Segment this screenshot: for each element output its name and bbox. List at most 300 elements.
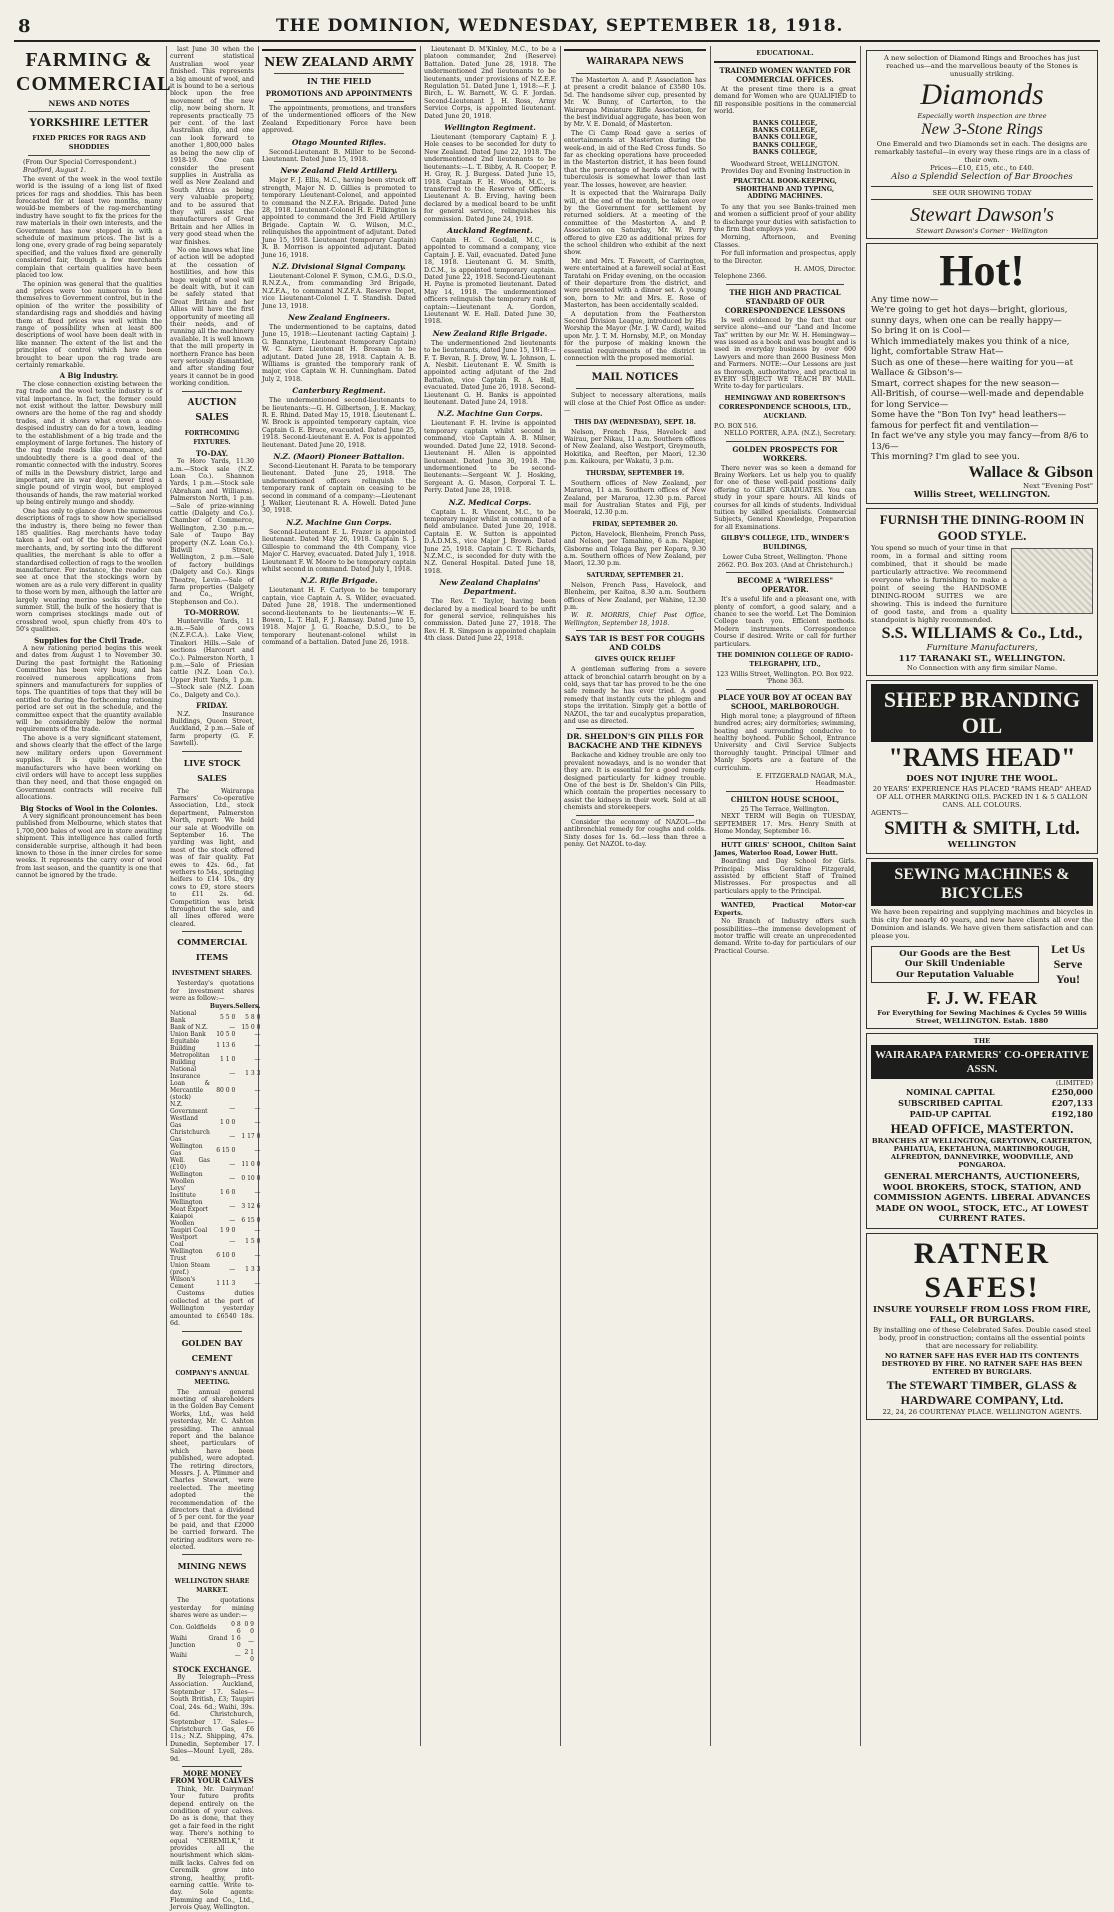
table-cell: Well. Gas (£10)	[170, 1157, 210, 1172]
table-row	[170, 1157, 260, 1171]
table-cell: Union Bank	[170, 1031, 206, 1039]
paragraph: Hunterville Yards, 11 a.m.—Sale of cows (N.Z.F.C.A.). Lake View, Tinakori Hills.—Sale of sections (Harcourt and Co.). Palmerston North, 1 p.m.—Sale of Friesian cattle (N.Z. Loan Co.). Upper Hutt Yards, 1 p.m.—Stock sale (N.Z. Loan Co., Dalgety and Co.).	[170, 617, 254, 699]
paragraph: Mr. and Mrs. T. Fawcett, of Carrington, were entertained at a farewell social at East Taratahi on Friday evening, on the occasion of their departure from the district, and were presented with a dinner set. A young son, born to Mr. and Mrs. E. Rose of Masterton, has been accidentally scalded.	[564, 257, 706, 310]
table-cell: —	[229, 1160, 236, 1168]
table-cell: —	[254, 1041, 261, 1049]
paragraph: Provides Day and Evening Instruction in	[721, 168, 851, 176]
table-row	[170, 1234, 260, 1248]
ad-tagline: DOES NOT INJURE THE WOOL.	[906, 774, 1058, 784]
unit-heading: Auckland Regiment.	[447, 225, 533, 235]
table-row	[170, 1129, 260, 1143]
list-item: BANKS COLLEGE,	[752, 134, 818, 142]
table-row	[170, 1031, 260, 1038]
list-item: ADDING MACHINES.	[747, 193, 823, 201]
ad-line: This morning? I'm glad to see you.	[871, 452, 1020, 462]
divider	[714, 61, 856, 63]
calves-title: MORE MONEY FROM YOUR CALVES	[170, 1768, 254, 1786]
table-cell: Wilson's Cement	[170, 1276, 196, 1291]
ad-body	[871, 942, 1093, 987]
paragraph: Yesterday's quotations for investment shares were as follow:—	[170, 980, 254, 1003]
ad-title: BECOME A "WIRELESS" OPERATOR.	[736, 576, 834, 595]
paragraph: The above is a very significant statement, and shows clearly that the effect of the large new military orders upon Government supplies. It is quite evident the manufacturers who have been working on civil orders will have to accept less supplies than they need, and that those engaged on Government contracts will receive full allocations.	[16, 734, 162, 802]
dateline: Bradford, August 1.	[23, 167, 87, 175]
paragraph: Subject to necessary alterations, mails will close at the Chief Post Office as under:—	[564, 392, 706, 415]
table-cell: —	[254, 1251, 261, 1259]
ad-text: THE	[973, 1037, 991, 1045]
ad-title: PLACE YOUR BOY AT OCEAN BAY SCHOOL, MARLBOROUGH.	[718, 692, 852, 711]
table-cell: 1 3 3	[245, 1069, 261, 1077]
furniture-ad	[866, 508, 1098, 676]
ad-firm: The STEWART TIMBER, GLASS & HARDWARE COMPANY, Ltd.	[886, 1377, 1078, 1407]
ad-text: By installing one of these Celebrated Safes. Double cased steel body, proof in construction; contains all the essential points that are necessary for reliability.	[873, 1325, 1091, 1350]
divider	[262, 49, 416, 51]
wairarapa-heading: WAIRARAPA NEWS	[586, 57, 684, 67]
table-cell: 0 10 0	[241, 1174, 261, 1182]
unit-heading: New Zealand Chaplains' Department.	[439, 578, 541, 597]
table-cell: Equitable Building	[170, 1038, 200, 1053]
paragraph: Consider the economy of NAZOL—the antibronchial remedy for coughs and colds. Sixty doses for 1s. 6d.—less than three a penny. Get NAZOL to-day.	[564, 818, 706, 848]
banks-address: Woodward Street, WELLINGTON.	[730, 160, 840, 168]
auction-day: FRIDAY.	[196, 701, 228, 711]
table-cell: —	[229, 1069, 236, 1077]
ad-line: All-British, of course—well-made and dependable for long Service—	[871, 389, 1084, 410]
auction-title: AUCTION SALES	[187, 397, 237, 423]
paragraph: High moral tone; a playground of fifteen hundred acres; airy dormitories; swimming, boating and surrounding conducive to healthy boyhood. Public School, Entrance University and Civil Service Subjects thoroughly taught. Principal Ullmer and Manly Sports are a feature of the curriculum.	[714, 712, 856, 772]
paragraph: Lieutenant-Colonel F. Symon, C.M.G., D.S.O., R.N.Z.A., from commanding 3rd Brigade, N.Z.F.A., to command N.Z.F.A. Reserve Depot, vice Lieutenant-Colonel I. T. Standish. Dated June 13, 1918.	[262, 272, 416, 310]
table-cell: 80 0 0	[216, 1087, 236, 1095]
table-header: Sellers.	[235, 1003, 261, 1011]
divider	[182, 391, 242, 392]
table-cell: —	[229, 1024, 236, 1032]
ad-line: Such as one of these—here waiting for you—at Wallace & Gibson's—	[871, 357, 1073, 378]
ad-text: We have been repairing and supplying machines and bicycles in this city for nearly 40 years, and new have clients all over the Dominion and islands. We have given them satisfaction and can please you.	[871, 908, 1093, 940]
ad-secretary: NELLO PORTER, A.P.A. (N.Z.), Secretary.	[724, 430, 856, 438]
unit-heading: New Zealand Engineers.	[288, 312, 390, 322]
table-cell: —	[229, 1202, 236, 1210]
auction-day: TO-DAY.	[195, 448, 229, 458]
table-cell: 10 5 0	[216, 1031, 236, 1039]
ad-head-office: HEAD OFFICE, MASTERTON.	[890, 1121, 1074, 1136]
paragraph: The Rev. T. Taylor, having been declared by a medical board to be unfit for general service, relinquishes his commission. Dated June 27, 1918. The Rev. H. R. Simpson is appointed chaplain 4th class. Dated June 22, 1918.	[424, 598, 556, 643]
paragraph: A gentleman suffering from a severe attack of bronchial catarrh brought on by a cold, says that tar has proved to be the one safe remedy he has ever tried. A good remedy that instantly cuts the phlegm and stops the irritation. Simply get a bottle of NAZOL, the tar and eucalyptus preparation, and use as directed.	[564, 666, 706, 726]
sewing-ad	[866, 858, 1098, 1029]
paragraph: Lieutenant D. M'Kinley, M.C., to be a platoon commander, 2nd (Reserve) Battalion. Dated June 28, 1918. The undermentioned 2nd lieutenants to be lieutenants, under provisions of N.Z.E.F. Regulation 51. Dated June 1, 1918:—F. J. Birch, L. W. Barnett, W. G. F. Jordan. Second-Lieutenant J. H. Ross, Army Service Corps, is appointed lieutenant. Dated June 20, 1918.	[424, 46, 556, 120]
ad-title: WAIRARAPA FARMERS' CO-OPERATIVE ASSN.	[871, 1045, 1093, 1079]
paragraph: Major F. J. Ellis, M.C., having been struck off strength, Major N. D. Gillies is promoted to temporary Lieutenant-Colonel, and appointed to command the N.Z.F.A. Brigade. Dated June 28, 1918. Lieutenant-Colonel H. E. Pilkington is appointed to command the 3rd Field Artillery Brigade. Captain W. G. Wilson, M.C., relinquishes the appointment of adjutant. Dated June 15, 1918. Lieutenant (temporary Captain) R. B. Morrison is appointed adjutant. Dated June 16, 1918.	[262, 177, 416, 259]
capital-table	[871, 1087, 1093, 1120]
ad-title: TRAINED WOMEN WANTED FOR COMMERCIAL OFFICES.	[719, 66, 851, 84]
list-item: BANKS COLLEGE,	[752, 127, 818, 135]
table-cell: —	[229, 1104, 236, 1112]
table-cell: NOMINAL CAPITAL	[906, 1087, 995, 1097]
ad-text: You spend so much of your time in that room, in a formal and sitting room combined, that it should be made particularly attractive. We recommend everyone who is furnishing to make a point of seeing the HANDSOME DINING-ROOM SUITES we are showing. This is indeed the furniture of good taste, and from a quality standpoint is highly recommended.	[871, 544, 1007, 624]
table-cell: 1 3 3	[245, 1265, 261, 1273]
unit-heading: New Zealand Rifle Brigade.	[432, 328, 548, 338]
paragraph: NEXT TERM will Begin on TUESDAY, SEPTEMBER 17. Mrs. Henry Smith at Home Monday, September 16.	[714, 813, 856, 836]
ad-title: Diamonds	[920, 78, 1044, 111]
divider	[182, 1766, 242, 1767]
divider	[182, 931, 242, 932]
table-row	[170, 1143, 260, 1157]
unit-heading: N.Z. Machine Gun Corps.	[286, 517, 392, 527]
masthead	[14, 16, 1100, 42]
table-cell: Wellington Gas	[170, 1143, 203, 1158]
column-rule	[710, 46, 711, 1746]
banks-courses	[714, 178, 856, 200]
ad-text: 20 YEARS' EXPERIENCE HAS PLACED "RAMS HEAD" AHEAD OF ALL OTHER MARKING OILS. PACKED IN 1 & 5 GALLON CANS. ALL COLOURS.	[872, 784, 1092, 809]
unit-heading: New Zealand Field Artillery.	[280, 166, 398, 176]
table-cell: Leys' Institute	[170, 1185, 196, 1200]
ad-address: 25 The Terrace, Wellington.	[740, 805, 830, 813]
livestock-title: LIVE STOCK SALES	[183, 757, 241, 783]
mail-day: THURSDAY, SEPTEMBER 19.	[585, 469, 685, 477]
cement-title: GOLDEN BAY CEMENT	[181, 1337, 243, 1363]
ad-firm: S.S. WILLIAMS & Co., Ltd.,	[881, 625, 1083, 642]
ad-text: GENERAL MERCHANTS, AUCTIONEERS, WOOL BROKERS, STOCK, STATION, AND COMMISSION AGENTS. LIBERAL ADVANCES MADE ON WOOL, STOCK, ETC., AT LOWEST CURRENT RATES.	[873, 1172, 1091, 1224]
diamonds-ad	[866, 50, 1098, 239]
paragraph: At the present time there is a great demand for Women who are QUALIFIED to fill responsible positions in the commercial world.	[714, 86, 856, 116]
ad-line: Any time now—	[871, 294, 939, 305]
table-row	[170, 1038, 260, 1052]
list-item: PRACTICAL BOOK-KEEPING,	[733, 178, 837, 186]
ad-title: CHILTON HOUSE SCHOOL,	[730, 794, 840, 804]
list-item: BANKS COLLEGE,	[752, 119, 818, 127]
table-cell: —	[254, 1227, 261, 1235]
paragraph: It's a useful life and a pleasant one, with plenty of comfort, a good salary, and a chance to see the world. Let The Dominion College teach you. Efficient methods. Modern instruments. Correspondence Course if desired. Write or call for further particulars.	[714, 596, 856, 648]
ad-address: Stewart Dawson's Corner · Wellington	[916, 226, 1048, 235]
table-row	[170, 1248, 260, 1262]
unit-heading: Canterbury Regiment.	[292, 386, 386, 396]
army-sub: IN THE FIELD	[306, 76, 372, 86]
paragraph: Nelson, French Pass, Havelock, and Blenheim, per Kaitoa, 8.30 a.m. Southern offices of New Zealand, per Wahine, 12.30 p.m.	[564, 581, 706, 611]
table-cell: 1 13 6	[216, 1041, 236, 1049]
column-educational	[714, 46, 856, 1746]
table-cell: —	[254, 1031, 261, 1039]
column-farming	[16, 46, 172, 1746]
paragraph: Lieutenant (temporary Captain) F. J. Hole ceases to be seconded for duty to New Zealand. Dated June 22, 1918. The undermentioned 2nd lieutenants to be lieutenants:—L. T. Bibby, A. R. Cooper, P. H. Gray, R. J. Burgess. Dated June 15, 1918. Captain F. H. Woods, M.C., is transferred to the Reserve of Officers. Lieutenant A. B. Erving, having been declared by a medical board to be unfit for general service, relinquishes his commission. Dated June 24, 1918.	[424, 134, 556, 223]
table-row	[170, 1010, 260, 1024]
ad-firm: Stewart Dawson's	[910, 203, 1054, 226]
dining-room-illustration	[1011, 548, 1093, 614]
ad-address: 123 Willis Street, Wellington. P.O. Box 922. 'Phone 363.	[716, 670, 854, 686]
table-cell: 2 1 0	[244, 1648, 254, 1663]
paragraph: The close connection existing between the rag trade and the wool textile industry is of vital importance. In fact, the former could not exist without the latter. Dewsbury mill owners are the home of the rag and shoddy trades, and it shows what even a once-despised industry can do for a town, leading to the establishment of a big trade and the employment of large fortunes. The history of the rag trade reads like a romance, and undoubtedly there is a good deal of the romantic connected with the industry. Scores of mills in the Dewsbury district, large and important, are in war days, never tired a single pound of virgin wool, but employed thousands of hands, the raw material worked up being entirely mungo and shoddy.	[16, 380, 162, 507]
paragraph: The opinion was general that the qualities and prices were too numerous to lend themselves to Government control, but in the opinion of the writer the possibility of standardising rags and shoddies and having them at fixed prices was well within the range of possibility when at least 800 descriptions of wool have been dealt with in like manner. The extent of the list and the principles of control which have been brought to bear upon the rag trade are certainly remarkable.	[16, 280, 162, 369]
ad-subtitle: GIVES QUICK RELIEF	[594, 655, 676, 664]
ad-address: 22, 24, 26 COURTENAY PLACE. WELLINGTON AGENTS.	[882, 1407, 1082, 1416]
byline: (From Our Special Correspondent.)	[23, 159, 137, 166]
paragraph: Morning, Afternoon, and Evening Classes.	[714, 234, 856, 249]
table-row	[170, 1080, 260, 1101]
table-row	[170, 1213, 260, 1227]
ad-sign: HEMINGWAY AND ROBERTSON'S CORRESPONDENCE SCHOOLS, LTD., AUCKLAND.	[718, 394, 852, 420]
ad-body	[871, 544, 1093, 624]
divider	[576, 630, 694, 631]
table-cell: 0 8 6	[231, 1620, 241, 1635]
ad-title: HUTT GIRLS' SCHOOL, Chilton Saint James, Waterloo Road, Lower Hutt.	[714, 842, 856, 857]
ad-title: RATNER SAFES!	[913, 1236, 1051, 1304]
ad-firm: SMITH & SMITH, Ltd.	[884, 817, 1080, 839]
paragraph: Lieutenant H. F. Carlyon to be temporary captain, vice Captain A. S. Wilder, evacuated. Dated June 28, 1918. The undermentioned second-lieutenants to be lieutenants:—W. E. Bowen, L. T. Hall, F. J. Ramsay. Dated June 15, 1918. Major J. G. Roache, D.S.O., to be temporary lieutenant-colonel whilst in command of a battalion. Dated June 26, 1918.	[262, 587, 416, 647]
table-cell: 6 10 0	[216, 1251, 236, 1259]
table-cell: Wellington Trust	[170, 1248, 203, 1263]
page-number: 8	[18, 16, 31, 37]
ad-title: DR. SHELDON'S GIN PILLS FOR BACKACHE AND THE KIDNEYS	[566, 732, 704, 751]
list-item: BANKS COLLEGE,	[752, 141, 818, 149]
hot-ad	[866, 243, 1098, 505]
table-cell: —	[254, 1118, 261, 1126]
section-subheading: NEWS AND NOTES	[48, 99, 130, 108]
ad-price: Prices—£10, £15, etc., to £40.	[930, 164, 1034, 172]
ad-box-line: Our Reputation Valuable	[896, 969, 1014, 980]
paragraph: No Branch of Industry offers such possibilities—the immense development of motor traffic will create an unprecedented demand. Write to-day for particulars of our Practical Course.	[714, 918, 856, 955]
paragraph: Second-Lieutenant E. L. Frazer is appointed lieutenant. Dated May 26, 1918. Captain S. J. Gillespie to command the 4th Company, vice Major C. Harvey, evacuated. Dated July 1, 1918. Lieutenant F. W. Moore to be temporary captain whilst second in command. Dated July 1, 1918.	[262, 528, 416, 573]
stock-exchange-title: STOCK EXCHANGE.	[172, 1664, 252, 1674]
ad-box-line: Our Goods are the Best	[899, 948, 1011, 959]
paragraph: The Masterton A. and P. Association has at present a credit balance of £3580 10s. 5d. The handsome silver cup, presented by Mr. W. Bunny, of Carterton, to the Wairarapa Miniature Rifle Association, for the best individual aggregate, has been won by Mr. V. E. Donald, of Masterton.	[564, 77, 706, 129]
table-row	[170, 1101, 260, 1115]
table-cell: Westport Coal	[170, 1234, 198, 1249]
ad-firm: F. J. W. FEAR	[926, 988, 1038, 1008]
column-rule	[258, 46, 259, 1746]
table-cell: Bank of N.Z.	[170, 1024, 208, 1032]
ad-address: 117 TARANAKI ST., WELLINGTON.	[898, 653, 1066, 664]
paragraph: The appointments, promotions, and transfers of the undermentioned officers of the New Zealand Expeditionary Force have been approved.	[262, 105, 416, 135]
paragraph: Second-Lieutenant B. Miller to be Second-Lieutenant. Dated June 15, 1918.	[262, 148, 416, 164]
table-row	[170, 1066, 260, 1080]
divider	[576, 388, 694, 389]
table-cell: Taupiri Coal	[170, 1227, 208, 1235]
ad-address: For Everything for Sewing Machines & Cycles 59 Willis Street, WELLINGTON. Estab. 1880	[877, 1009, 1087, 1025]
ad-title: WANTED, Practical Motor-car Experts.	[714, 902, 856, 917]
paragraph: By Telegraph—Press Association. Auckland, September 17. Sales—South British, £3; Taupiri Coal, 24s. 6d.; Waihi, 39s. 6d. Christchurch, September 17. Sales—Christchurch Gas, £6 11s.; N.Z. Shipping, 47s. Dunedin, September 17. Sales—Mount Lyell, 28s. 9d.	[170, 1674, 254, 1763]
paragraph: Think, Mr. Dairyman! Your future profits depend entirely on the condition of your calves. Do as is done, that they get a fair feed in the right way. There's nothing to equal "CEREMILK," it provides all the nourishment which skim-milk lacks. Calves fed on Ceremilk grow into strong, healthy, profit-earning cattle. Write to-day. Sole agents: Flemming and Co., Ltd., Jervois Quay, Wellington.	[170, 1785, 254, 1912]
table-header: Buyers.	[209, 1003, 236, 1011]
table-cell: Loan & Mercantile (stock)	[170, 1080, 210, 1102]
mail-day: SATURDAY, SEPTEMBER 21.	[586, 571, 684, 579]
paragraph: Backache and kidney trouble are only too prevalent nowadays, and is no wonder that they are. It is essential for a good remedy designed particularly for kidney trouble. One of the best is Dr. Sheldon's Gin Pills, which contain the properties necessary to assist the kidneys in their work. Sold at all chemists and storekeepers.	[564, 752, 706, 812]
table-row	[170, 1635, 254, 1649]
table-cell: 6 15 0	[241, 1216, 261, 1224]
divider	[726, 791, 844, 792]
list-item: SHORTHAND AND TYPING,	[735, 185, 835, 193]
table-row	[871, 1087, 1093, 1098]
column-rule	[560, 46, 561, 1746]
table-cell: Waihi	[170, 1652, 187, 1660]
auction-subtitle: FORTHCOMING FIXTURES.	[184, 429, 240, 446]
divider	[726, 284, 844, 285]
ad-line: Which immediately makes you think of a nice, light, comfortable Straw Hat—	[871, 336, 1070, 357]
mail-heading: MAIL NOTICES	[591, 372, 679, 384]
ad-text: AGENTS—	[871, 808, 909, 817]
table-cell: 1 11 3	[216, 1279, 236, 1287]
ad-sign: THE DOMINION COLLEGE OF RADIO-TELEGRAPHY, LTD.,	[716, 651, 854, 668]
divider	[274, 73, 404, 74]
sub-heading: Supplies for the Civil Trade.	[34, 635, 144, 645]
safes-ad	[866, 1233, 1098, 1420]
divider	[726, 689, 844, 690]
mining-title: MINING NEWS	[177, 1561, 247, 1572]
table-row	[871, 1109, 1093, 1120]
table-cell: National Insurance	[170, 1066, 201, 1081]
ad-subtitle: INSURE YOURSELF FROM LOSS FROM FIRE, FALL, OR BURGLARS.	[872, 1304, 1092, 1325]
ad-text: SEE OUR SHOWING TODAY	[871, 186, 1093, 200]
unit-heading: Otago Mounted Rifles.	[291, 137, 387, 147]
table-cell: —	[254, 1087, 261, 1095]
table-cell: —	[254, 1055, 261, 1063]
table-cell: £192,180	[1051, 1109, 1093, 1119]
ad-sign: E. FITZGERALD NAGAR, M.A., Headmaster.	[756, 773, 856, 788]
paragraph: N.Z. Insurance Buildings, Queen Street, Auckland, 2 p.m.—Sale of farm property (G. F. Sawtell).	[170, 710, 254, 748]
unit-heading: N.Z. (Maori) Pioneer Battalion.	[273, 452, 405, 462]
table-cell: £250,000	[1051, 1087, 1093, 1097]
banks-telephone: Telephone 2366.	[714, 273, 767, 281]
army-sub2: PROMOTIONS AND APPOINTMENTS	[265, 89, 413, 98]
ad-title: THE HIGH AND PRACTICAL STANDARD OF OUR CORRESPONDENCE LESSONS	[724, 287, 846, 315]
table-row	[170, 1276, 260, 1290]
column-news	[564, 46, 706, 1746]
ad-text: (LIMITED)	[1055, 1079, 1093, 1087]
paragraph: The Ci Camp Road gave a series of entertainments at Masterton during the week-end, in aid of the Red Cross funds. So far as checking operations have proceeded in the Masterton district, it has been found that the percentage of herds affected with tuberculosis is somewhat lower than last year. The losses, however, are heavier.	[564, 129, 706, 189]
table-cell: —	[229, 1216, 236, 1224]
ad-title: SEWING MACHINES & BICYCLES	[871, 862, 1093, 906]
auction-day: TO-MORROW.	[184, 608, 240, 618]
farmers-coop-ad	[866, 1033, 1098, 1229]
table-cell: —	[229, 1174, 236, 1182]
column-commercial	[170, 46, 261, 1912]
divider	[576, 73, 694, 74]
paragraph: The undermentioned second-lieutenants to be lieutenants:—G. H. Gilbertson, J. E. Mackay, R. E. Rhind. Dated May 15, 1918. Lieutenant L. W. Brock is appointed temporary captain, vice Captain G. E. Bruce, evacuated. Dated June 25, 1918. Second-Lieutenant E. A. Fox is appointed lieutenant. Dated June 20, 1918.	[262, 397, 416, 449]
table-cell: 5 5 0	[220, 1013, 236, 1021]
divider	[182, 1331, 242, 1332]
list-item: BANKS COLLEGE,	[752, 149, 818, 157]
table-cell: 3 12 6	[241, 1202, 261, 1210]
paragraph: Lieutenant F. H. Irvine is appointed temporary captain whilst second in command, vice Captain A. B. Milner, wounded. Dated June 22, 1918. Second-Lieutenant H. Allen is appointed lieutenant. Dated June 30, 1918. The undermentioned to be second-lieutenants:—Sergeant W. J. Hosking, Sergeant A. G. Mason, Corporal T. L. Perry. Dated June 28, 1918.	[424, 420, 556, 495]
paragraph: The undermentioned 2nd lieutenants to be lieutenants, dated June 15, 1918:—F. T. Bevan, R. J. Drew, W. L. Johnson, L. A. Nesbit. Lieutenant E. W. Smith is appointed acting adjutant of the 2nd Battalion, vice Captain R. A. Hall, evacuated. Dated June 26, 1918. Second-Lieutenant G. H. Banks is appointed lieutenant. Dated June 24, 1918.	[424, 339, 556, 407]
sub-heading: Big Stocks of Wool in the Colonies.	[20, 803, 158, 813]
paragraph: Southern offices of New Zealand, per Mararoa, 11 a.m. Southern offices of New Zealand, per Mararoa, 12.30 p.m. Parcel mail for Australian States and Fiji, per Moeraki, 12.30 p.m.	[564, 479, 706, 517]
table-cell: —	[254, 1188, 261, 1196]
table-cell: 11 0 0	[241, 1160, 261, 1168]
shares-title: INVESTMENT SHARES.	[172, 970, 252, 978]
mining-subtitle: WELLINGTON SHARE MARKET.	[174, 1578, 250, 1595]
table-row	[170, 1621, 254, 1635]
ad-line: Smart, correct shapes for the new season—	[871, 378, 1060, 389]
ad-firm: Wallace & Gibson	[968, 463, 1093, 481]
ad-text: BRANCHES AT WELLINGTON, GREYTOWN, CARTERTON, PAHIATUA, EKETAHUNA, MARTINBOROUGH, ALFREDTON, DANNEVIRKE, WOODVILLE, AND PONGAROA.	[871, 1137, 1093, 1169]
ad-address: Lower Cuba Street, Wellington. 'Phone 2662. P.O. Box 203. (And at Christchurch.)	[717, 554, 853, 569]
banks-list	[714, 120, 856, 157]
paragraph: A deputation from the Featherston Second Division League, introduced by His Worship the Mayor (Mr. J. W. Card), waited upon Mr. J. T. M. Hornsby, M.P., on Monday for the purpose of making known the essential requirements of the district in connection with the proposed memorial.	[564, 310, 706, 363]
divider	[182, 1554, 242, 1555]
paragraph: To any that you see Banks-trained men and women a sufficient proof of your ability to discharge your duties with satisfaction to the firm that employs you.	[714, 203, 856, 233]
paragraph: Captain H. C. Goodall, M.C., is appointed to command a company, vice Captain J. E. Vail, evacuated. Dated June 18, 1918. Lieutenant G. M. Smith, D.C.M., is appointed temporary captain. Dated June 22, 1918. Second-Lieutenant H. Payne is promoted lieutenant. Dated May 14, 1918. The undermentioned officers relinquish the temporary rank of captain:—Lieutenant A. Gordon, Lieutenant W. E. Hall. Dated June 30, 1918.	[424, 236, 556, 326]
table-row	[871, 1098, 1093, 1109]
educational-header: EDUCATIONAL.	[756, 49, 814, 57]
table-cell: —	[229, 1132, 236, 1140]
table-cell: Waihi Grand Junction	[170, 1634, 228, 1649]
table-cell: £207,133	[1051, 1098, 1093, 1108]
table-cell: Wellington Meat Export	[170, 1199, 209, 1214]
ad-intro: A new selection of Diamond Rings and Brooches has just reached us—and the marvellous beauty of the Stones is unusually striking.	[883, 54, 1081, 78]
table-row	[170, 1185, 260, 1199]
ad-subtitle: New 3-Stone Rings	[921, 121, 1043, 138]
table-cell: 1 5 0	[245, 1237, 261, 1245]
paragraph: last June 30 when the current statistical Australian wool year finished. This represents a big amount of wool, and it is bound to be a serious block upon the free movement of the new clip, now being shorn. It represents practically 75 per cent. of the last Australian clip, and one can look forward to another 1,800,000 bales as being the new clip of 1918-19. One can consider the present supplies in Australia as well as New Zealand and South Africa as being very valuable property, and to be assured that they will assist the manufacturers of Great Britain and her Allies in very good stead when the war finishes.	[170, 46, 254, 246]
cement-subtitle: COMPANY'S ANNUAL MEETING.	[175, 1369, 249, 1386]
paragraph: A new rationing period begins this week and dates from August 1 to November 30. During the past fortnight the Rationing Committee has been very busy, and has received numerous applications from spinners and manufacturers for supplies of tops. The quantities of tops that they will be entitled to during the forthcoming rationing period are set out in the schedule, and the committee expect that the quantity available will be considerably below the normal requirements of the trade.	[16, 645, 162, 734]
paragraph: Te Horo Yards, 11.30 a.m.—Stock sale (N.Z. Loan Co.). Shannon Yards, 1 p.m.—Stock sale (Abraham and Williams). Palmerston North, 1 p.m.—Sale of prize-winning cattle (Dalgety and Co.). Chamber of Commerce, Wellington, 2.30 p.m.—Sale of Taupo Bay property (N.Z. Loan Co.). Bidwill Street, Wellington, 2 p.m.—Sale of factory buildings (Dalgety and Co.). Kings Theatre, Levin.—Sale of farm properties (Dalgety and Co., Wright, Stephenson and Co.).	[170, 458, 254, 606]
table-cell: Westland Gas	[170, 1115, 198, 1130]
ad-title: FURNISH THE DINING-ROOM IN GOOD STYLE.	[879, 512, 1085, 543]
ad-line: In fact we've any style you may fancy—from 8/6 to 13/6—	[871, 431, 1089, 452]
table-cell: —	[248, 1638, 254, 1646]
divider	[726, 898, 844, 899]
paragraph: The Wairarapa Farmers' Co-operative Association, Ltd., stock department, Palmerston North, report: We held our sale at Woodville on September 16. The yarding was light, and most of the stock offered was of fair quality. Fat ewes to 42s. 6d., fat wethers to 54s., springing heifers to £14 10s., dry cows to £9, store steers to £11 2s. 6d. Competition was brisk throughout the sale, and all lines offered were cleared.	[170, 787, 254, 928]
ad-box	[871, 946, 1039, 984]
ad-sign: GILBY'S COLLEGE, LTD., WINDER'S BUILDINGS,	[721, 535, 849, 552]
table-cell: —	[254, 1104, 261, 1112]
divider	[274, 101, 404, 102]
ad-line: So bring it on is Cool—	[871, 326, 971, 336]
table-row	[170, 1649, 254, 1663]
table-row	[170, 1199, 260, 1213]
table-cell: Metropolitan Building	[170, 1052, 210, 1067]
table-cell: National Bank	[170, 1010, 197, 1025]
paragraph: One has only to glance down the numerous descriptions of rags to show how specialised the industry is, there being no fewer than 185 qualities. Rag merchants have today taken a leaf out of the book of the wool merchants, and, by sorting into the different qualities, the merchant is able to offer a standardised collection of rags to the woollen manufacturer. For instance, the reader can see at once that the stockings worn by women are as a rule very different in quality to those worn by men, although the latter are largely wearing merino socks during the summer. Still, the bulk of the hosiery that is worn comprises stockings made out of crossbred wool, spun chiefly from 40's to 50's qualities.	[16, 507, 162, 634]
column-rule	[860, 46, 861, 1746]
ad-box: P.O. BOX 516.	[714, 422, 759, 430]
mining-table	[170, 1621, 254, 1663]
paragraph: The event of the week in the wool textile world is the issuing of a long list of fixed prices for rags and shoddies. This has been forecasted for at least two months, many would-be members of the rag-merchanting industry have sought to fix the prices for the raw materials in their own interests, and the Government has now stepped in with a schedule of maximum prices. The list is a long one, every grade of rag being separately specified, and the values fixed are generally considered fair, though a few merchants complain that certain qualities have been placed too low.	[16, 175, 162, 280]
paragraph: Customs duties collected at the port of Wellington yesterday amounted to £6540 18s. 6d.	[170, 1290, 254, 1328]
table-cell: 1 9 0	[220, 1227, 236, 1235]
table-row	[170, 1262, 260, 1276]
section-heading: FARMING & COMMERCIAL	[16, 49, 172, 95]
divider	[564, 49, 706, 51]
paragraph: Second-Lieutenant H. Parata to be temporary lieutenant. Dated June 25, 1918. The undermentioned officers relinquish the temporary rank of captain on ceasing to be second in command of a company:—Lieutenant J. Walker, Lieutenant R. A. Howell. Dated June 30, 1918.	[262, 463, 416, 515]
table-row	[170, 1171, 260, 1185]
ad-title: Hot!	[939, 245, 1025, 295]
paragraph: The undermentioned to be captains, dated June 15, 1918:—Lieutenant (acting Captain) J. G. Bannatyne, Lieutenant (temporary Captain) W. C. Kerr. Lieutenant H. Brosnan to be adjutant. Dated June 28, 1918. Captain A. B. Williams is granted the temporary rank of major, vice Captain W. H. Cunningham. Dated July 2, 1918.	[262, 323, 416, 383]
ad-text: Especially worth inspection are three	[917, 112, 1047, 120]
table-cell: 1 0 0	[220, 1118, 236, 1126]
paragraph: For full information and prospectus, apply to the Director.	[714, 250, 856, 265]
divider	[726, 838, 844, 839]
banks-sign: H. AMOS, Director.	[794, 265, 856, 273]
unit-heading: Wellington Regiment.	[444, 123, 536, 133]
table-cell: —	[229, 1265, 236, 1273]
column-rule	[420, 46, 421, 1746]
table-cell: —	[254, 1279, 261, 1287]
column-rule	[166, 46, 167, 1746]
table-cell: 5 8 0	[245, 1013, 261, 1021]
paragraph: There never was so keen a demand for Brainy Workers. Let us help you to qualify for one of these well-paid positions daily offering to GILBY GRADUATES. You can study in your spare hours. All kinds of courses for all kinds of students. Individual tuition by skilled specialists. Commercial Subjects, General Knowledge, Preparation for all Examinations.	[714, 464, 856, 531]
table-row	[170, 1115, 260, 1129]
divider	[28, 111, 150, 112]
paragraph: A very significant pronouncement has been published from Melbourne, which states that 1,700,000 bales of wool are in store awaiting shipment. This intelligence has called forth considerable surprise, although it had been known to those in the inner circles for some weeks. It represents the carry over of wool from last season, and the quantity is one that cannot be ignored by the trade.	[16, 812, 162, 880]
paragraph: No one knows what line of action will be adopted at the cessation of hostilities, and how this huge weight of wool will be dealt with, but it can be safely stated that Great Britain and her Allies will have the first opportunity of meeting all their needs, and of running all the machinery available. It is well known that the mill property in northern France has been very seriously dismantled, and after standing four years it cannot be in good working condition.	[170, 246, 254, 388]
column-army-cont	[424, 46, 556, 1746]
paragraph: Picton, Havelock, Blenheim, French Pass, and Nelson, per Tamahine, 6 a.m. Napier, Gisborne and Tolaga Bay, per Kopara, 9.30 a.m. Southern offices of New Zealand, per Maori, 12.30 p.m.	[564, 530, 706, 568]
paragraph: It is expected that the Wairarapa Daily will, at the end of the month, be taken over by the Government for settlement by returned soldiers. At a meeting of the committee of the Masterton A. and P. Association on Saturday, Mr. W. Perry offered to give £20 as additional prizes for the school children who exhibit at the next show.	[564, 190, 706, 257]
ad-text: Also a Splendid Selection of Bar Brooches	[891, 172, 1073, 182]
article-subtitle: FIXED PRICES FOR RAGS AND SHODDIES	[32, 134, 146, 151]
ad-note: No Connection with any firm similar Name.	[906, 664, 1058, 672]
table-cell: 6 15 0	[216, 1146, 236, 1154]
ad-text: One Emerald and two Diamonds set in each. The designs are remarkably tasteful—in every way these rings are in a class of their own.	[874, 140, 1090, 164]
branding-oil-ad	[866, 680, 1098, 854]
